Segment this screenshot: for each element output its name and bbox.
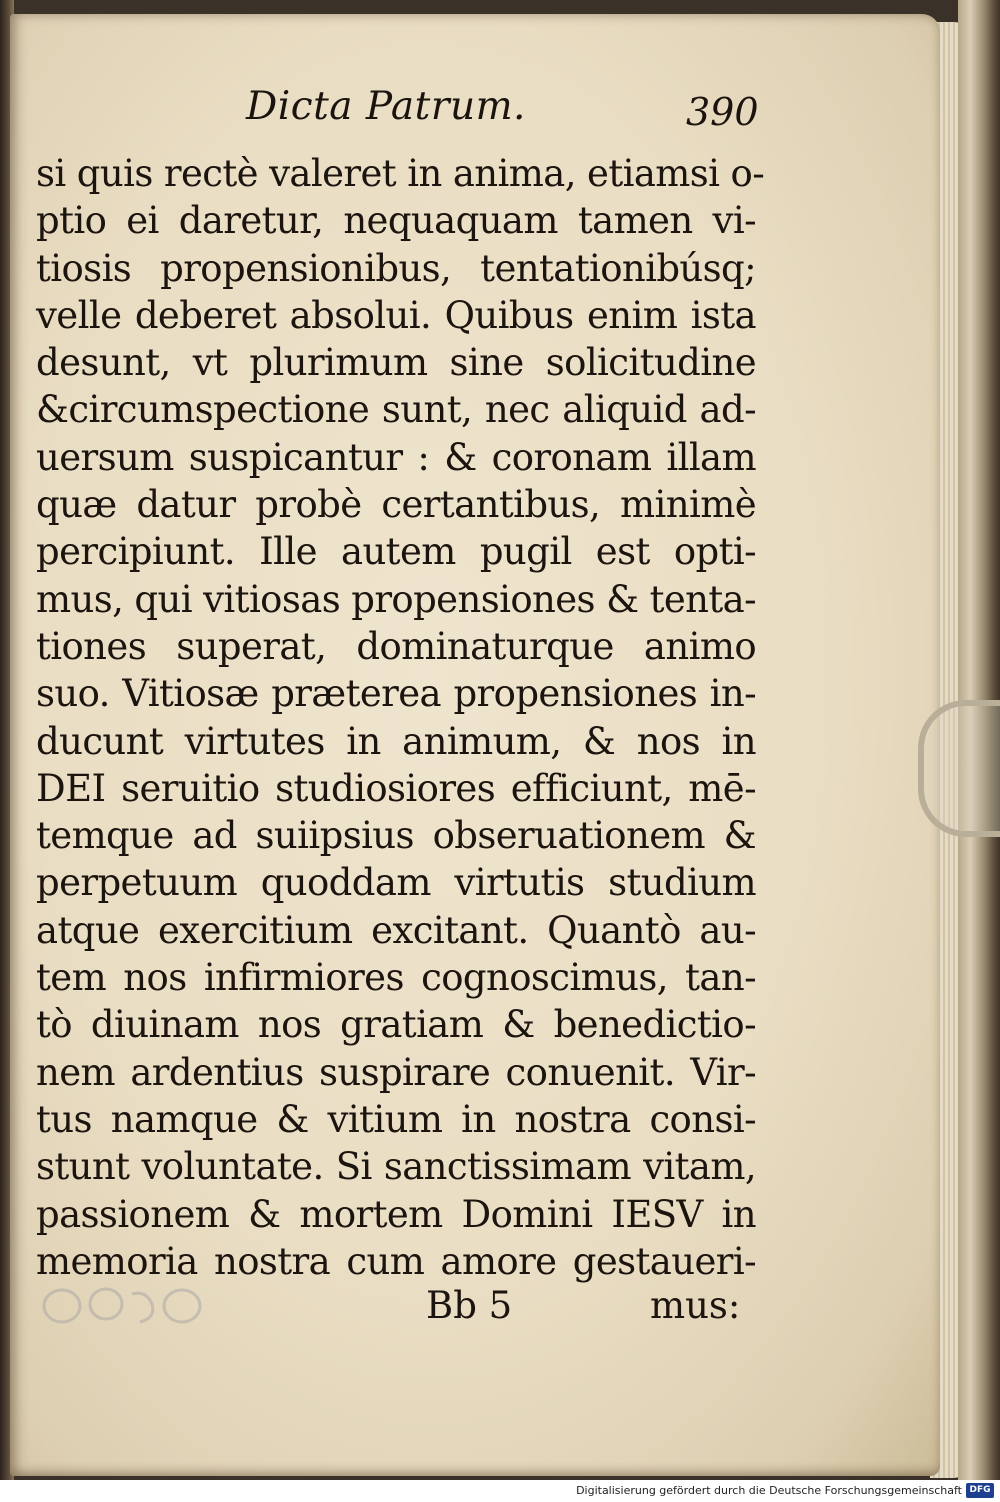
text-line: tus namque & vitium in nostra consi- [36,1097,756,1141]
text-line: perpetuum quoddam virtutis studium [36,861,756,905]
text-line: percipiunt. Ille autem pugil est opti- [36,530,756,574]
body-text [36,150,765,1285]
dfg-logo: DFG [966,1483,994,1498]
text-line: tò diuinam nos gratiam & benedictio- [36,1003,756,1047]
page-footer-line [10,1284,940,1334]
running-title: Dicta Patrum. [246,84,526,129]
text-line: suo. Vitiosæ præterea propensiones in- [36,672,756,716]
text-line: uersum suspicantur : & coronam illam [36,435,756,479]
text-line: ducunt virtutes in animum, & nos in [36,719,756,763]
text-line: ptio ei daretur, nequaquam tamen vi- [36,199,756,243]
text-line: tiones superat, dominaturque animo [36,624,756,668]
text-line: passionem & mortem Domini IESV in [36,1192,756,1236]
catchword: mus: [650,1284,741,1327]
digitization-credit-bar [0,1480,1000,1502]
text-line: memoria nostra cum amore gestaueri- [36,1239,756,1283]
credit-text: Digitalisierung gefördert durch die Deutsche Forschungsgemeinschaft [576,1484,962,1497]
signature-mark: Bb 5 [426,1284,513,1327]
text-line: temque ad suiipsius obseruationem & [36,814,756,858]
text-line: DEI seruitio studiosiores efficiunt, mē- [36,766,756,810]
book-clasp [918,700,1000,837]
text-line: desunt, vt plurimum sine solicitudine [36,341,756,385]
text-line: tiosis propensionibus, tentationibúsq; [36,246,756,290]
text-line: tem nos infirmiores cognoscimus, tan- [36,956,756,1000]
text-line: si quis rectè valeret in anima, etiamsi o- [36,152,765,195]
text-line: quæ datur probè certantibus, minimè [36,483,756,527]
page-header [10,84,940,144]
page-number: 390 [686,90,759,134]
text-line: nem ardentius suspirare conuenit. Vir- [36,1050,756,1094]
text-line: &circumspectione sunt, nec aliquid ad- [36,388,756,432]
book-page [10,14,940,1476]
text-line: stunt voluntate. Si sanctissimam vitam, [36,1145,756,1189]
text-line: atque exercitium excitant. Quantò au- [36,908,756,952]
text-line: mus, qui vitiosas propensiones & tenta- [36,577,756,621]
text-line: velle deberet absolui. Quibus enim ista [36,293,756,337]
